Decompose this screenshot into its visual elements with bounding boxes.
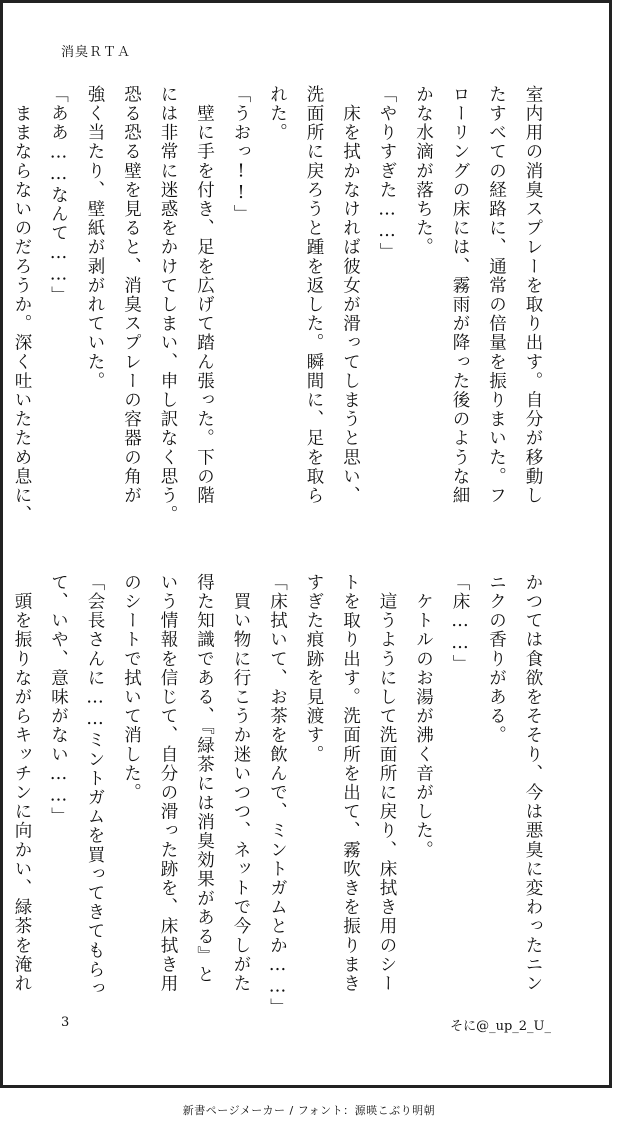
text-line: すぎた痕跡を見渡す。 [304,573,324,764]
text-line: 床を拭かなければ彼女が滑ってしまうと思い、 [340,85,361,506]
text-line: 得た知識である、『緑茶には消臭効果がある』と [194,573,215,985]
text-line: 洗面所に戻ろうと踵を返した。瞬間に、足を取ら [304,85,324,506]
text-line: 「床……」 [450,573,470,674]
text-line: 「うおっ!!」 [231,85,251,224]
text-line: たすべての経路に、通常の倍量を振りまいた。フ [486,85,507,506]
text-line: 室内用の消臭スプレーを取り出す。自分が移動し [523,85,543,506]
text-line: 這うようにして洗面所に戻り、床拭き用のシー [377,573,397,994]
text-column-top [4,85,552,530]
text-line: れた。 [267,85,288,143]
text-line: ケトルのお湯が沸く音がした。 [413,573,434,860]
text-line: には非常に迷惑をかけてしまい、申し訳なく思う。 [158,85,178,525]
page-number: 3 [61,1015,70,1030]
text-column-bottom [4,573,552,1018]
text-line: て、いや、意味がない……」 [48,573,69,827]
author-handle: そに@_up_2_U_ [450,1019,551,1034]
text-line: ニクの香りがある。 [486,573,507,745]
text-line: 恐る恐る壁を見ると、消臭スプレーの容器の角が [121,85,142,506]
text-line: 「床拭いて、お茶を飲んで、ミントガムとか……」 [267,573,288,1018]
text-line: のシートで拭いて消した。 [121,573,142,803]
text-line: ままならないのだろうか。深く吐いたため息に、 [12,85,32,525]
text-line: 壁に手を付き、足を広げて踏ん張った。下の階 [194,85,215,506]
text-line: 頭を振りながらキッチンに向かい、緑茶を淹れ [12,573,32,994]
text-line: 買い物に行こうか迷いつつ、ネットで今しがた [231,573,251,994]
text-line: かな水滴が落ちた。 [413,85,434,257]
text-line: いう情報を信じて、自分の滑った跡を、床拭き用 [158,573,178,994]
text-line: 強く当たり、壁紙が剥がれていた。 [85,85,105,391]
text-line: ローリングの床には、霧雨が降った後のような細 [450,85,470,506]
text-line: かつては食欲をそそり、今は悪臭に変わったニン [523,573,543,994]
page-header-title: 消臭ＲＴＡ [61,45,132,60]
text-line: 「会長さんに……ミントガムを買ってきてもらっ [85,573,105,999]
text-line: トを取り出す。洗面所を出て、霧吹きを振りまき [340,573,361,994]
generator-credit: 新書ページメーカー / フォント：源暎こぶり明朝 [182,1104,436,1117]
text-line: 「ああ……なんて……」 [48,85,69,306]
text-line: 「やりすぎた……」 [377,85,397,262]
